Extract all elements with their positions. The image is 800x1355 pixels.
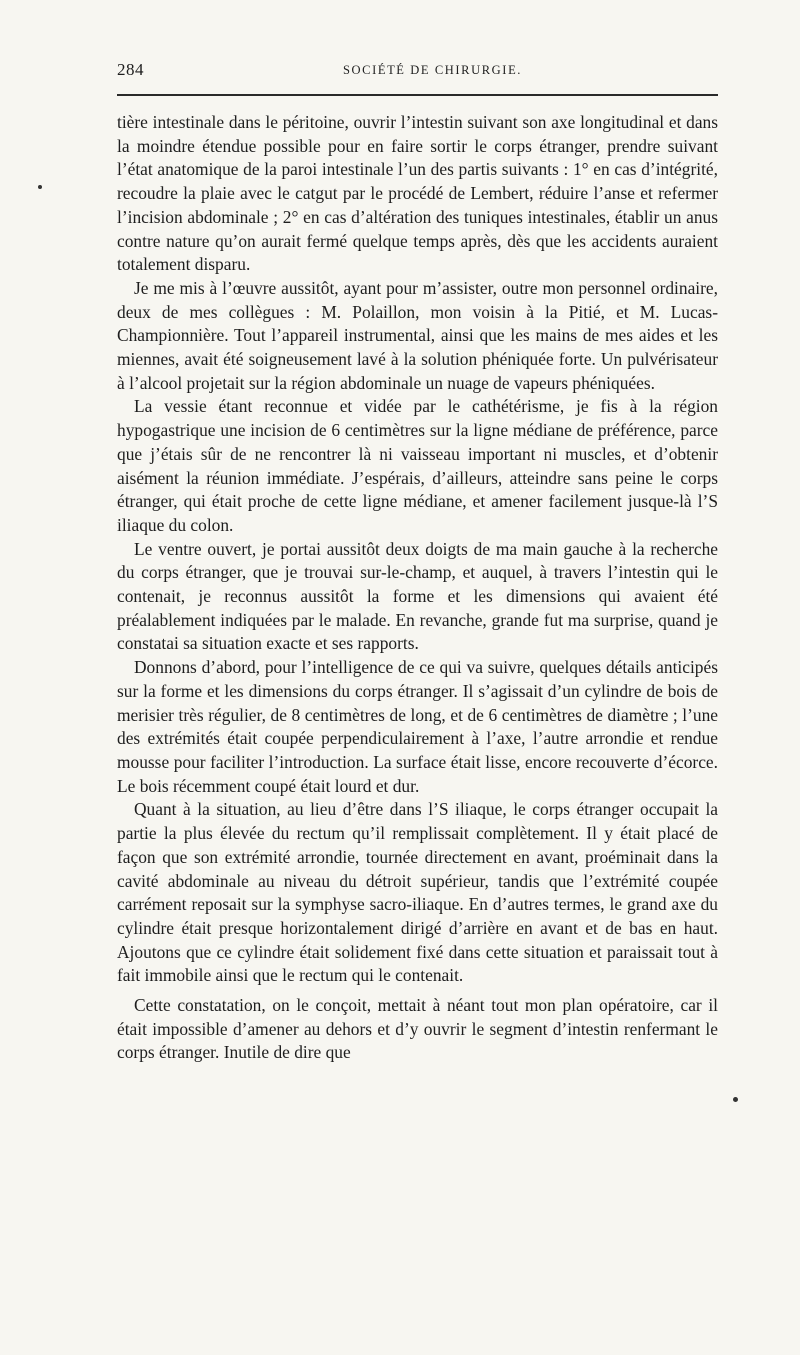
header-rule <box>117 94 718 96</box>
running-head <box>117 60 718 84</box>
margin-speck <box>733 1097 738 1102</box>
body-text <box>117 111 718 1065</box>
paragraph: Le ventre ouvert, je portai aussitôt deux doigts de ma main gauche à la recherche du corps étranger, que je trouvai sur-le-champ, et auquel, à travers l’intestin qui le contenait, je reconnus aussitôt la forme et les dimensions qui avaient été préalablement indiquées par le malade. En revanche, grande fut ma surprise, quand je constatai sa situation exacte et ses rapports. <box>117 538 718 654</box>
margin-speck <box>38 185 42 189</box>
paragraph: Quant à la situation, au lieu d’être dans l’S iliaque, le corps étranger occupait la partie la plus élevée du rectum qu’il remplissait complètement. Il y était placé de façon que son extrémité arrondie, tournée directement en avant, proéminait dans la cavité abdominale au niveau du détroit supérieur, tandis que l’extrémité coupée carrément reposait sur la symphyse sacro-iliaque. En d’autres termes, le grand axe du cylindre était presque horizontalement dirigé d’arrière en avant et de bas en haut. Ajoutons que ce cylindre était solidement fixé dans cette situation et paraissait tout à fait immobile ainsi que le rectum qui le contenait. <box>117 799 718 986</box>
running-title: SOCIÉTÉ DE CHIRURGIE. <box>342 63 523 77</box>
paragraph: Je me mis à l’œuvre aussitôt, ayant pour m’assister, outre mon personnel ordinaire, deux de mes collègues : M. Polaillon, mon voisin à la Pitié, et M. Lucas-Championnière. Tout l’appareil instrumental, ainsi que les mains de mes aides et les miennes, avait été soigneusement lavé à la solution phéniquée forte. Un pulvérisateur à l’alcool projetait sur la région abdominale un nuage de vapeurs phéniquées. <box>117 277 718 393</box>
paragraph: Cette constatation, on le conçoit, mettait à néant tout mon plan opératoire, car il était impossible d’amener au dehors et d’y ouvrir le segment d’intestin renfermant le corps étranger. Inutile de dire que <box>117 995 718 1063</box>
page-number: 284 <box>117 60 144 79</box>
paragraph: La vessie étant reconnue et vidée par le cathétérisme, je fis à la région hypogastrique une incision de 6 centimètres sur la ligne médiane de préférence, parce que j’étais sûr de ne rencontrer là ni vaisseau important ni muscles, et d’obtenir aisément la réunion immédiate. J’espérais, d’ailleurs, atteindre sans peine le corps étranger, qui était proche de cette ligne médiane, et amener facilement jusque-là l’S iliaque du colon. <box>117 396 718 535</box>
paragraph-continued: tière intestinale dans le péritoine, ouvrir l’intestin suivant son axe longitudinal et dans la moindre étendue possible pour en faire sortir le corps étranger, prendre suivant l’état anatomique de la paroi intestinale l’un des partis suivants : 1° en cas d’intégrité, recoudre la plaie avec le catgut par le procédé de Lembert, réduire l’anse et refermer l’incision abdominale ; 2° en cas d’altération des tuniques intestinales, établir un anus contre nature qu’on aurait fermé quelque temps après, dès que les accidents auraient totalement disparu. <box>117 112 718 275</box>
paragraph: Donnons d’abord, pour l’intelligence de ce qui va suivre, quelques détails anticipés sur la forme et les dimensions du corps étranger. Il s’agissait d’un cylindre de bois de merisier très régulier, de 8 centimètres de long, et de 6 centimètres de diamètre ; l’une des extrémités était coupée perpendiculairement à l’axe, l’autre arrondie et rendue mousse pour faciliter l’introduction. La surface était lisse, encore recouverte d’écorce. Le bois récemment coupé était lourd et dur. <box>117 657 718 796</box>
